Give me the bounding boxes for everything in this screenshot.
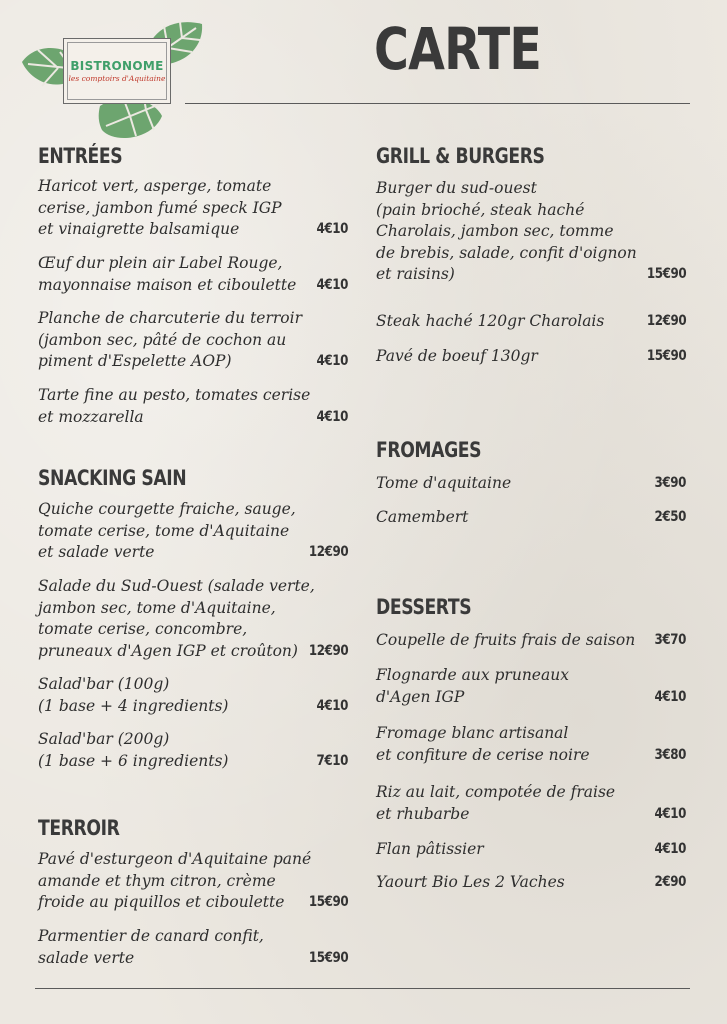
page-title: CARTE (374, 15, 542, 83)
item-name: Coupelle de fruits frais de saison (376, 631, 636, 649)
item-name: Planche de charcuterie du terroir (jambon sec, pâté de cochon au piment d'Espelette AOP) (38, 309, 302, 370)
item-price: 4€10 (316, 276, 348, 293)
logo-title: BISTRONOME (70, 59, 164, 73)
item-price: 4€10 (316, 697, 348, 714)
item-name: Tome d'aquitaine (376, 474, 512, 492)
logo-subtitle: les comptoirs d'Aquitaine (68, 74, 166, 83)
item-price: 12€90 (308, 544, 348, 560)
item-name: Salade du Sud-Ouest (salade verte, jambon sec, tome d'Aquitaine, tomate cerise, concombre, pruneaux d'Agen IGP et croûton) (38, 577, 315, 660)
item-price: 2€50 (654, 509, 686, 525)
menu-item (376, 507, 686, 529)
item-price: 4€10 (316, 408, 348, 425)
item-price: 15€90 (646, 266, 686, 282)
section-title-desserts: DESSERTS (376, 595, 472, 619)
section-title-terroir: TERROIR (38, 816, 120, 840)
item-name: Steak haché 120gr Charolais (376, 312, 605, 330)
menu-item (376, 346, 686, 368)
menu-item (376, 178, 686, 286)
logo (63, 38, 171, 104)
item-price: 15€90 (308, 894, 348, 910)
item-price: 15€90 (308, 949, 348, 966)
menu-item (38, 576, 348, 662)
item-name: Camembert (376, 508, 469, 526)
item-price: 3€80 (654, 746, 686, 763)
item-name: Burger du sud-ouest (pain brioché, steak haché Charolais, jambon sec, tomme de brebis, salade, confit d'oignon et raisins) (376, 179, 637, 283)
item-name: Parmentier de canard confit, salade verte (38, 927, 264, 967)
menu-item (38, 849, 348, 914)
item-price: 15€90 (646, 348, 686, 364)
item-name: Flognarde aux pruneaux d'Agen IGP (376, 666, 569, 706)
menu-item (376, 872, 686, 894)
item-price: 4€10 (654, 841, 686, 857)
menu-item (38, 499, 348, 564)
menu-item (376, 311, 686, 333)
item-name: Riz au lait, compotée de fraise et rhubarbe (376, 783, 616, 823)
menu-item (376, 723, 686, 766)
item-name: Flan pâtissier (376, 840, 484, 858)
divider (35, 988, 690, 989)
menu-item (376, 473, 686, 495)
item-price: 3€90 (654, 475, 686, 491)
section-title-snacking-sain: SNACKING SAIN (38, 466, 187, 490)
menu-item (376, 665, 686, 708)
item-name: Salad'bar (100g) (1 base + 4 ingredients) (38, 675, 229, 715)
item-price: 4€10 (316, 353, 348, 369)
menu-item (38, 926, 348, 969)
item-price: 3€70 (654, 632, 686, 648)
section-title-fromages: FROMAGES (376, 438, 482, 462)
menu-item (376, 839, 686, 861)
divider (185, 103, 690, 104)
menu-item (38, 308, 348, 373)
menu-item (38, 674, 348, 717)
menu-item (376, 782, 686, 825)
menu-item (38, 253, 348, 296)
item-price: 12€90 (308, 642, 348, 659)
item-price: 7€10 (316, 752, 348, 769)
section-title-entrees: ENTRÉES (38, 144, 123, 168)
item-name: Tarte fine au pesto, tomates cerise et mozzarella (38, 386, 311, 426)
item-price: 2€90 (654, 874, 686, 890)
item-name: Pavé d'esturgeon d'Aquitaine pané amande et thym citron, crème froide au piquillos et ciboulette (38, 850, 312, 911)
item-name: Yaourt Bio Les 2 Vaches (376, 873, 565, 891)
menu-item (376, 630, 686, 652)
item-name: Pavé de boeuf 130gr (376, 347, 538, 365)
item-price: 4€10 (316, 221, 348, 237)
item-price: 12€90 (646, 313, 686, 329)
item-name: Quiche courgette fraiche, sauge, tomate cerise, tome d'Aquitaine et salade verte (38, 500, 296, 561)
menu-item (38, 385, 348, 428)
item-name: Fromage blanc artisanal et confiture de cerise noire (376, 724, 590, 764)
section-title-grill-burgers: GRILL & BURGERS (376, 144, 545, 168)
item-name: Haricot vert, asperge, tomate cerise, jambon fumé speck IGP et vinaigrette balsamique (38, 177, 282, 238)
item-price: 4€10 (654, 688, 686, 705)
menu-item (38, 729, 348, 772)
item-name: Salad'bar (200g) (1 base + 6 ingredients) (38, 730, 229, 770)
item-name: Œuf dur plein air Label Rouge, mayonnaise maison et ciboulette (38, 254, 297, 294)
item-price: 4€10 (654, 805, 686, 822)
menu-item (38, 176, 348, 241)
